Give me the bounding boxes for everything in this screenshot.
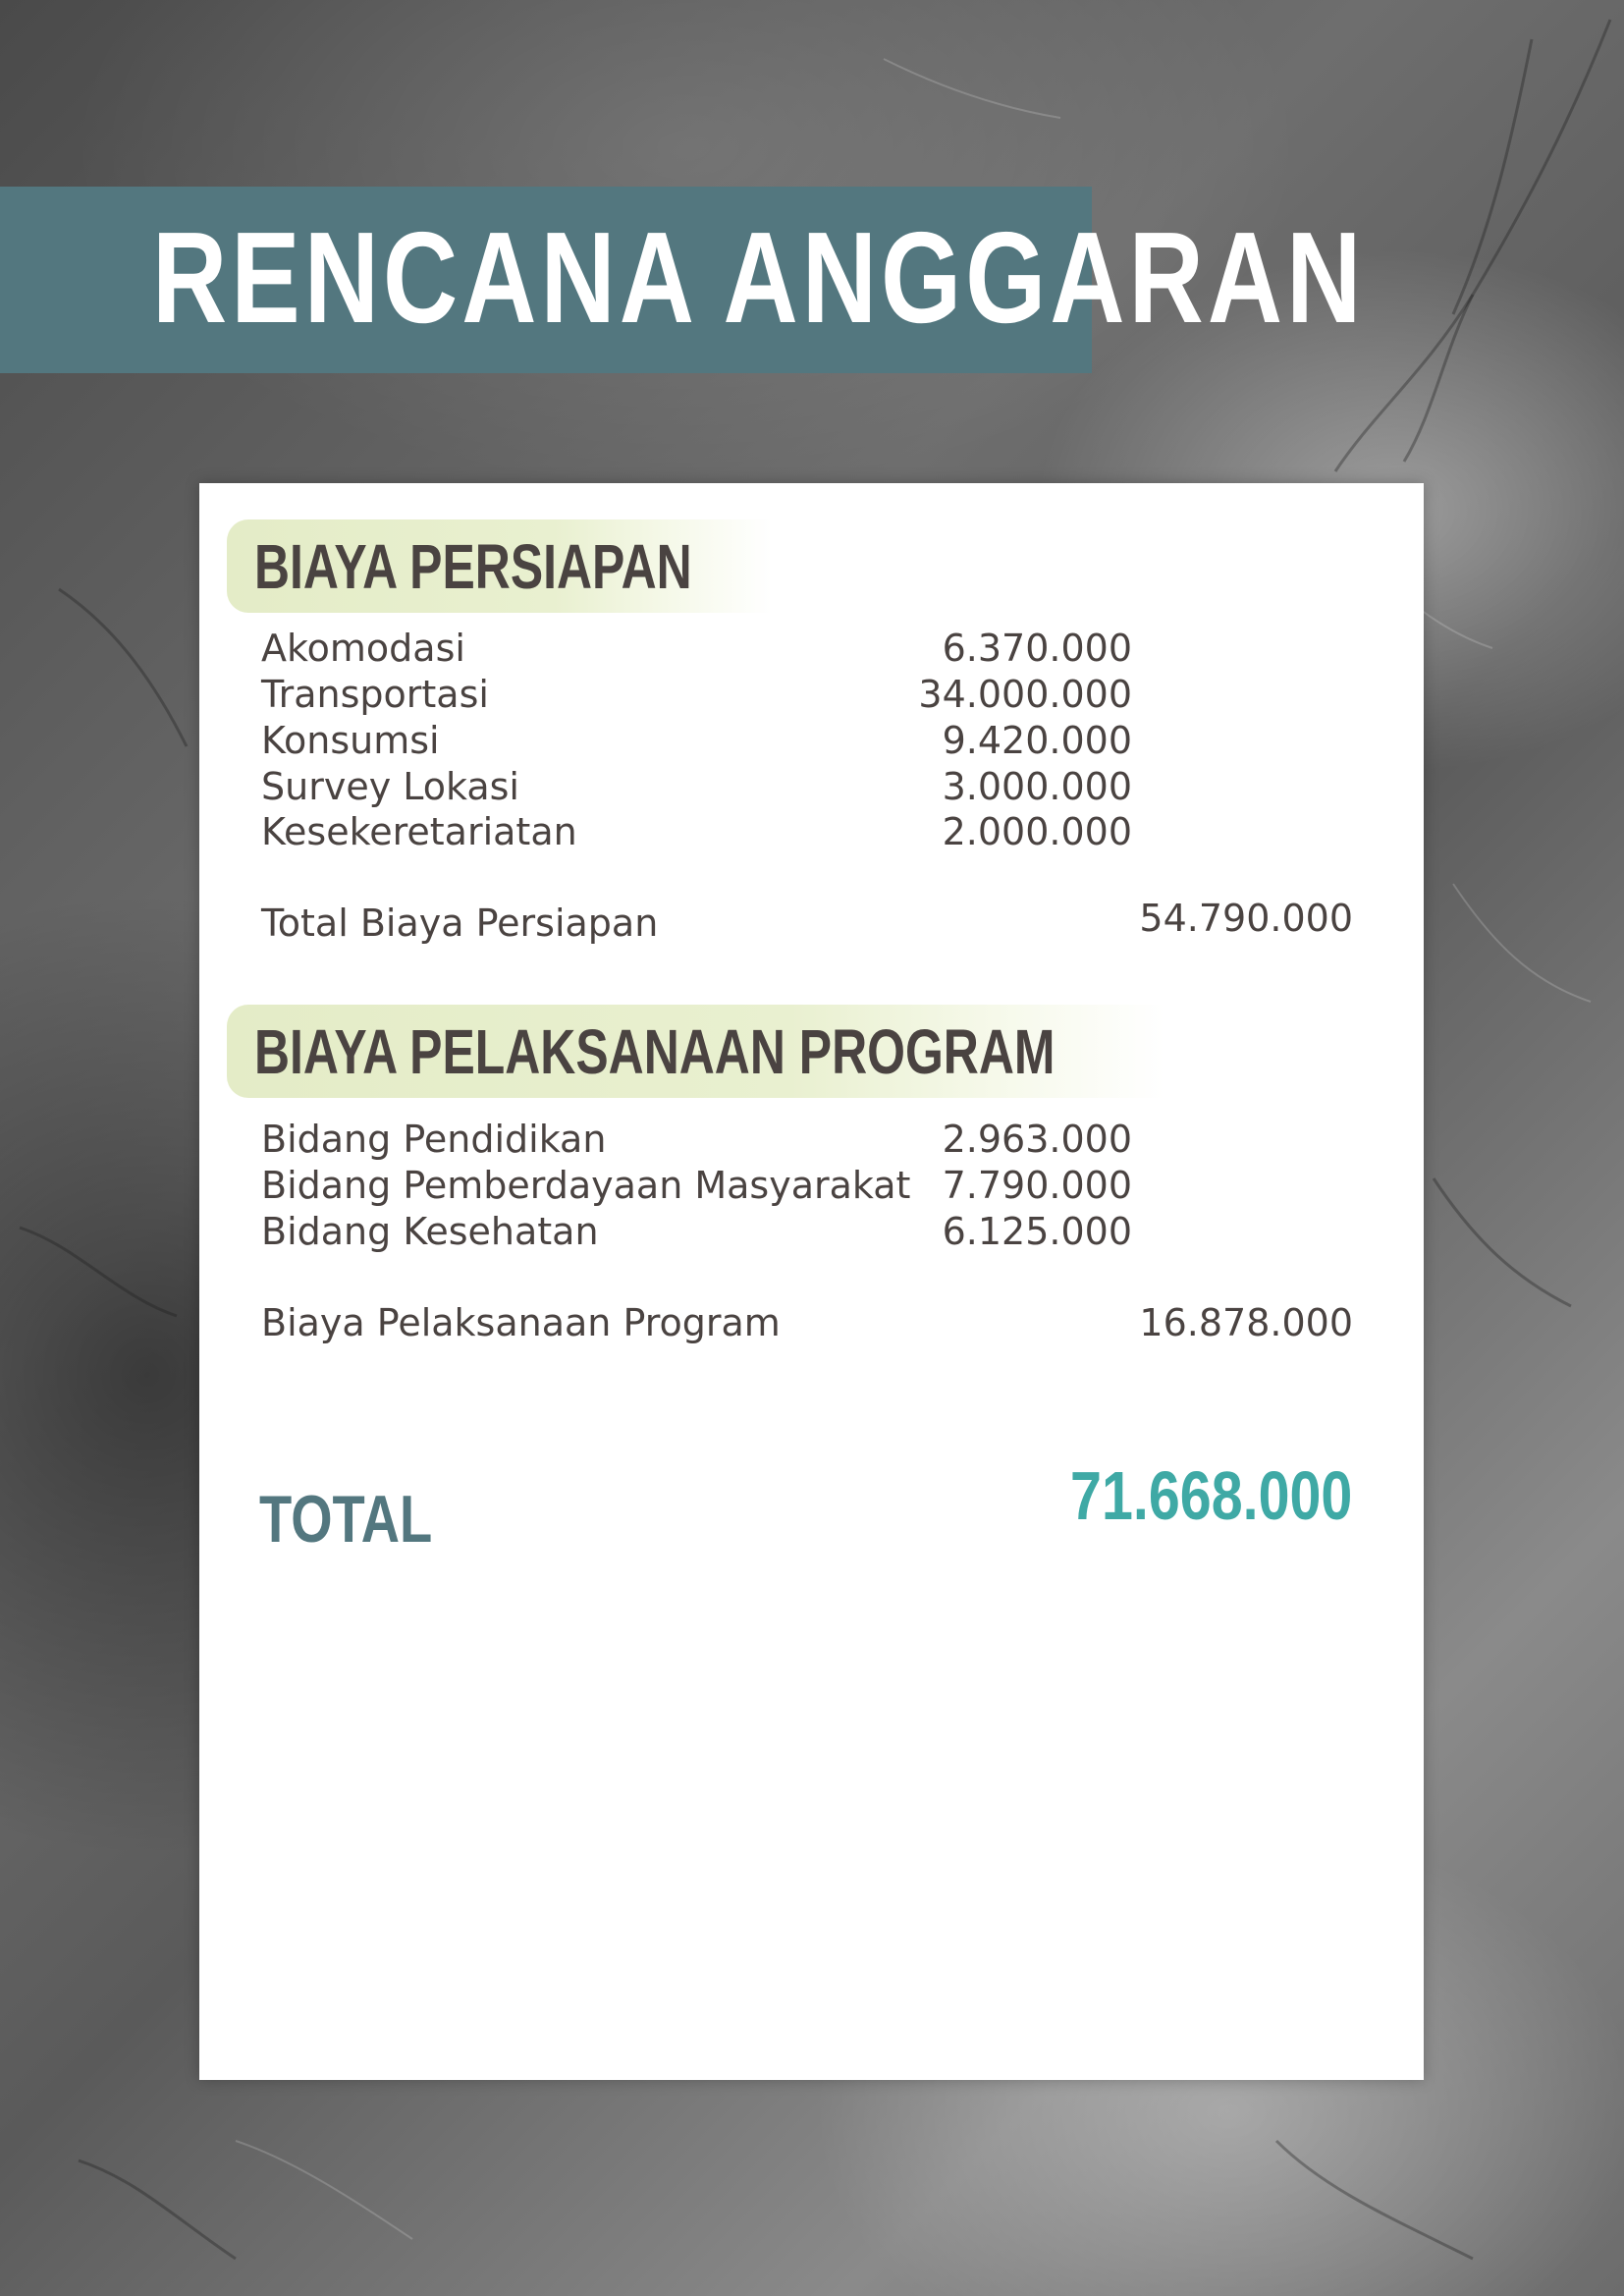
list-item [261, 626, 1341, 671]
item-value: 34.000.000 [918, 673, 1132, 716]
list-item [261, 809, 1341, 854]
item-value: 9.420.000 [942, 719, 1132, 762]
section-header-persiapan [227, 519, 772, 613]
section-title: BIAYA PERSIAPAN [254, 531, 692, 602]
subtotal-row [261, 897, 1353, 946]
item-label: Bidang Kesehatan [261, 1210, 599, 1253]
list-item [261, 1163, 1341, 1208]
grand-total-value: 71.668.000 [1069, 1457, 1352, 1534]
item-label: Bidang Pendidikan [261, 1118, 607, 1161]
item-label: Survey Lokasi [261, 765, 519, 808]
subtotal-label: Biaya Pelaksanaan Program [261, 1301, 781, 1344]
item-value: 6.125.000 [942, 1210, 1132, 1253]
subtotal-row [261, 1300, 1353, 1345]
item-label: Bidang Pemberdayaan Masyarakat [261, 1164, 911, 1207]
list-item [261, 672, 1341, 717]
item-value: 2.963.000 [942, 1118, 1132, 1161]
list-item [261, 718, 1341, 763]
list-item [261, 1209, 1341, 1254]
budget-card [199, 483, 1424, 2080]
grand-total-label: TOTAL [259, 1482, 433, 1557]
item-label: Akomodasi [261, 627, 465, 670]
item-value: 7.790.000 [942, 1164, 1132, 1207]
list-item [261, 764, 1341, 809]
section-header-pelaksanaan [227, 1005, 1164, 1098]
title-banner [0, 187, 1366, 373]
subtotal-value: 54.790.000 [1139, 897, 1353, 940]
item-value: 3.000.000 [942, 765, 1132, 808]
subtotal-value: 16.878.000 [1139, 1301, 1353, 1344]
page-title: RENCANA ANGGARAN [152, 205, 1366, 350]
item-label: Transportasi [261, 673, 489, 716]
subtotal-label: Total Biaya Persiapan [261, 902, 659, 945]
item-label: Kesekeretariatan [261, 810, 577, 853]
section-title: BIAYA PELAKSANAAN PROGRAM [254, 1016, 1056, 1087]
list-item [261, 1117, 1341, 1162]
item-label: Konsumsi [261, 719, 440, 762]
item-value: 6.370.000 [942, 627, 1132, 670]
item-value: 2.000.000 [942, 810, 1132, 853]
